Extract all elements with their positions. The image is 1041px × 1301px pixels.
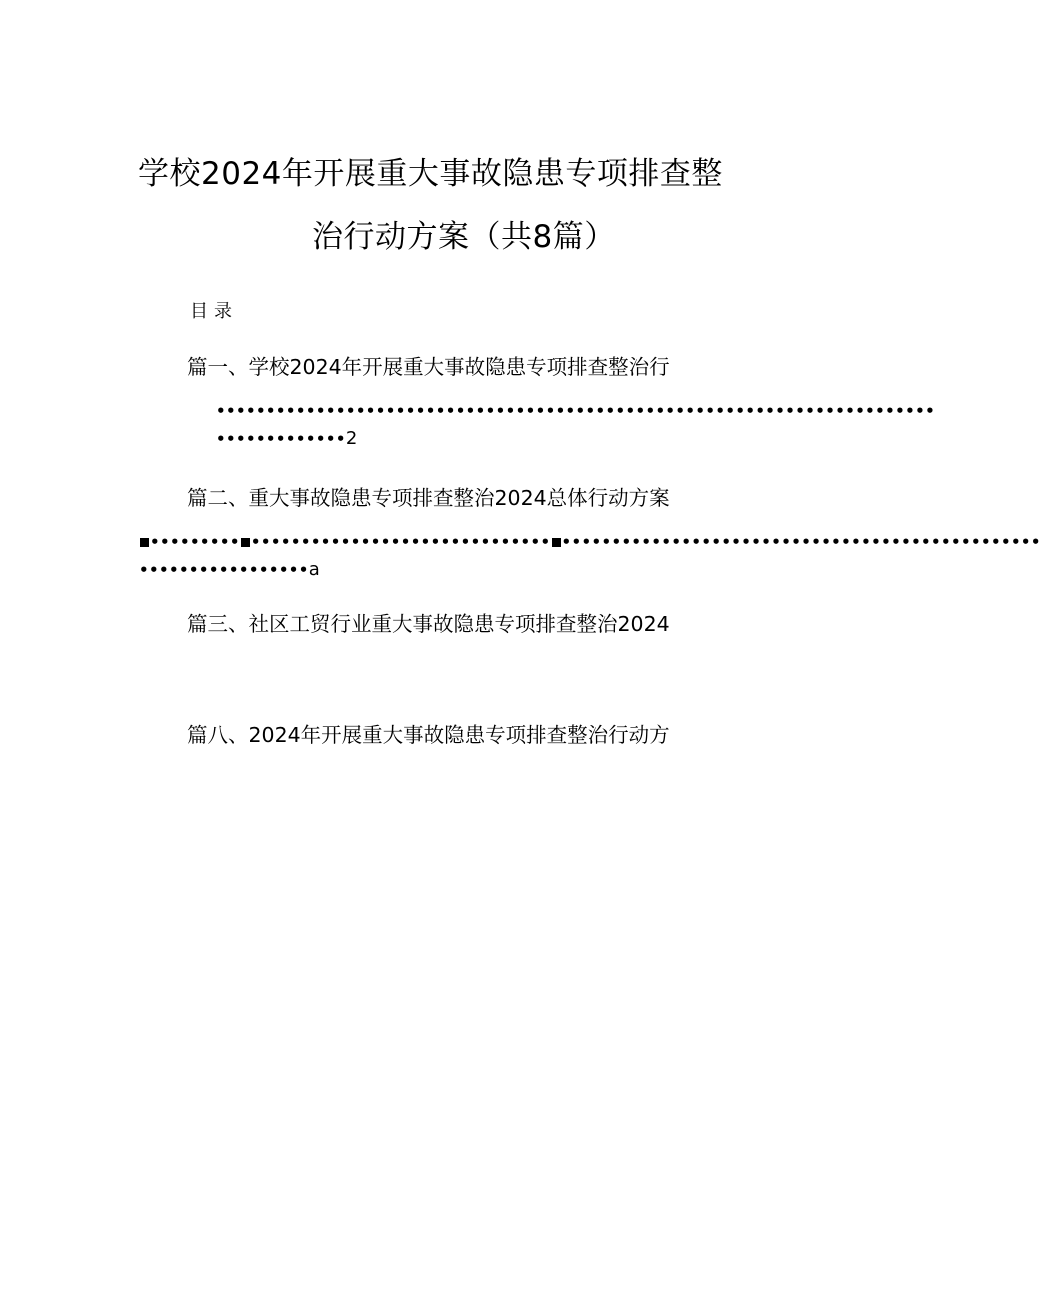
toc-entry-3: 篇三、社区工贸行业重大事故隐患专项排查整治2024 bbox=[187, 612, 670, 636]
leader-square-marker bbox=[552, 538, 561, 547]
toc-entry-8: 篇八、2024年开展重大事故隐患专项排查整治行动方 bbox=[187, 723, 670, 747]
toc-entry-2-leader-line-2: •••••••••••••••••a bbox=[139, 559, 320, 580]
leader-square-marker bbox=[241, 538, 250, 547]
toc-entry-1: 篇一、学校2024年开展重大事故隐患专项排查整治行 bbox=[187, 355, 670, 379]
document-title-line-2: 治行动方案（共8篇） bbox=[312, 219, 616, 255]
toc-entry-1-leader-line-2: •••••••••••••2 bbox=[216, 428, 358, 449]
toc-entry-2: 篇二、重大事故隐患专项排查整治2024总体行动方案 bbox=[187, 486, 670, 510]
toc-entry-2-page-number: a bbox=[308, 559, 320, 580]
toc-entry-1-page-number: 2 bbox=[345, 428, 358, 449]
toc-entry-1-leader-line-1: •••••••••••••••••••••••••••••••••••••••••••••••••••••••••••••••••••••••• bbox=[216, 402, 936, 420]
document-title-line-1: 学校2024年开展重大事故隐患专项排查整 bbox=[138, 156, 723, 192]
toc-entry-2-leader-line-1: ••••••••• •••••••••••••••••••••••••••••• •••••••••••••••••••••••••••••••••••••••••••••••• bbox=[139, 533, 794, 551]
toc-heading: 目录 bbox=[190, 301, 238, 322]
leader-square-marker bbox=[140, 538, 149, 547]
